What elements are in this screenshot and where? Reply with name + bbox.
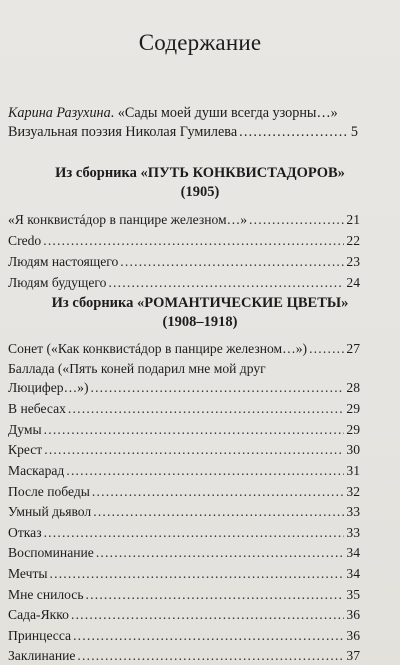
toc-row[interactable] [8, 397, 360, 418]
toc-page-number: 36 [346, 607, 360, 623]
leader-dots [108, 275, 344, 291]
leader-dots [93, 504, 344, 520]
toc-row[interactable] [8, 336, 360, 357]
toc-title: Людям будущего [8, 274, 107, 290]
toc-row[interactable] [8, 438, 360, 459]
toc-page-number: 22 [346, 232, 360, 248]
section2-list [8, 336, 360, 664]
toc-page-number: 33 [346, 524, 360, 540]
toc-page-number: 23 [346, 253, 360, 269]
section1-list [8, 207, 360, 291]
intro-author: Карина Разухина [8, 105, 111, 121]
toc-page-number: 29 [346, 421, 360, 437]
leader-dots [50, 566, 345, 582]
leader-dots [249, 212, 344, 228]
toc-title-line-2: Люцифер…») [8, 379, 89, 395]
toc-row[interactable] [8, 270, 360, 291]
toc-row[interactable] [8, 479, 360, 500]
toc-title: Принцесса [8, 627, 72, 643]
toc-title: Воспоминание [8, 545, 94, 561]
toc-page-number: 33 [346, 504, 360, 520]
leader-dots [120, 254, 344, 270]
toc-title: В небесах [8, 401, 66, 417]
leader-dots [43, 233, 344, 249]
leader-dots [71, 607, 344, 623]
leader-dots [77, 648, 344, 664]
toc-page-number: 21 [346, 211, 360, 227]
toc-page-number: 37 [346, 648, 360, 664]
page-title: Содержание [138, 30, 262, 55]
toc-row[interactable] [8, 644, 360, 665]
toc-row[interactable] [8, 458, 360, 479]
leader-dots [73, 628, 344, 644]
toc-page-number: 34 [346, 545, 360, 561]
leader-dots [86, 587, 345, 603]
toc-row[interactable] [8, 561, 360, 582]
toc-page-number: 35 [346, 586, 360, 602]
section1-title: Из сборника «ПУТЬ КОНКВИСТАДОРОВ» [55, 165, 345, 181]
toc-title: Заклинание [8, 648, 76, 664]
section2-title: Из сборника «РОМАНТИЧЕСКИЕ ЦВЕТЫ» [51, 295, 349, 311]
toc-title: Credo [8, 232, 42, 248]
leader-dots [44, 442, 344, 458]
toc-page-number: 36 [346, 627, 360, 643]
toc-title: Крест [8, 442, 43, 458]
intro-subtitle: Визуальная поэзия Николая Гумилева [8, 124, 238, 140]
toc-title: Людям настоящего [8, 253, 119, 269]
section1-heading [0, 164, 400, 202]
leader-dots [66, 463, 344, 479]
intro-page-number: 5 [350, 124, 358, 140]
toc-row[interactable] [8, 207, 360, 228]
toc-title: Маскарад [8, 462, 65, 478]
toc-row[interactable] [8, 359, 360, 397]
toc-title: Мне снилось [8, 586, 84, 602]
toc-page-number: 34 [346, 565, 360, 581]
section2-years: (1908–1918) [162, 314, 238, 330]
toc-title-line-2-row [8, 378, 360, 397]
leader-dots [44, 422, 345, 438]
section2-heading [0, 294, 400, 332]
toc-row[interactable] [8, 500, 360, 521]
toc-title: Мечты [8, 565, 48, 581]
toc-row[interactable] [8, 228, 360, 249]
leader-dots [96, 545, 345, 561]
toc-title: Сада-Якко [8, 607, 69, 623]
leader-dots [92, 484, 344, 500]
intro-title-part: . «Сады моей души всегда узорны…» [110, 105, 338, 121]
toc-title: Думы [8, 421, 42, 437]
toc-title: После победы [8, 483, 90, 499]
intro-line-1 [8, 104, 358, 123]
toc-row[interactable] [8, 249, 360, 270]
toc-row[interactable] [8, 623, 360, 644]
toc-row[interactable] [8, 520, 360, 541]
toc-page-number: 32 [346, 483, 360, 499]
toc-title-line-1: Баллада («Пять коней подарил мне мой друг [8, 360, 266, 376]
leader-dots [309, 341, 344, 357]
leader-dots [68, 401, 344, 417]
toc-page-number: 24 [346, 274, 360, 290]
toc-row[interactable] [8, 582, 360, 603]
intro-entry [8, 104, 358, 142]
toc-page-number: 28 [346, 379, 360, 395]
section1-years: (1905) [180, 184, 220, 200]
toc-row[interactable] [8, 417, 360, 438]
leader-dots [44, 525, 345, 541]
toc-title: «Я конквистáдор в панцире железном…» [8, 211, 248, 227]
toc-title: Отказ [8, 524, 42, 540]
toc-title: Сонет («Как конквистáдор в панцире железном…») [8, 340, 308, 356]
leader-dots [239, 123, 349, 142]
toc-page-number: 30 [346, 442, 360, 458]
toc-title: Умный дьявол [8, 504, 92, 520]
toc-page-number: 27 [346, 340, 360, 356]
toc-row[interactable] [8, 603, 360, 624]
toc-page-number: 29 [346, 401, 360, 417]
toc-page-number: 31 [346, 462, 360, 478]
leader-dots [90, 378, 344, 397]
toc-row[interactable] [8, 541, 360, 562]
intro-line-2 [8, 123, 358, 142]
